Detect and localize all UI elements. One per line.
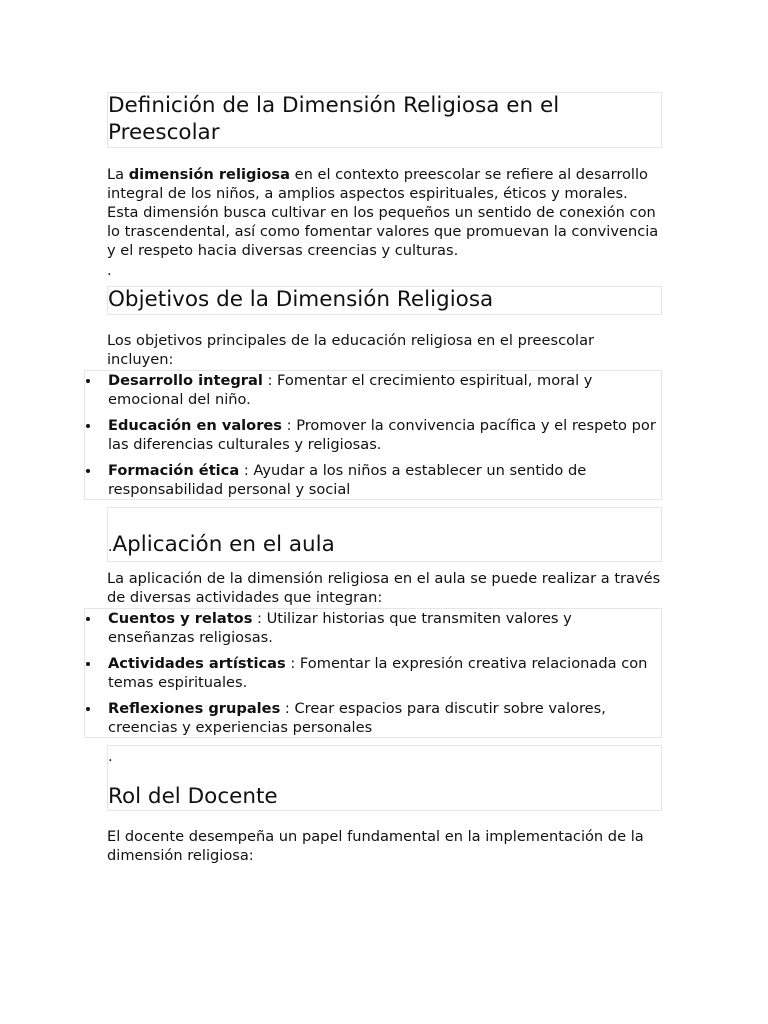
heading-definicion-text: Definición de la Dimensión Religiosa en el Preescolar <box>108 93 560 145</box>
paragraph-definicion-body: en el contexto preescolar se refiere al desarrollo integral de los niños, a amplios aspectos espirituales, éticos y morales. Esta dimensión busca cultivar en los pequeños un sentido de conexión con lo trascendental, así como fomentar valores que promuevan la convivencia y el respeto hacia diversas creencias y culturas. <box>107 166 659 259</box>
aplicacion-list-container <box>84 608 662 738</box>
list-item-bold: Cuentos y relatos <box>108 610 253 627</box>
list-item-text: : Fomentar el crecimiento espiritual, moral y emocional del niño. <box>108 372 593 408</box>
list-item-text: : Promover la convivencia pacífica y el respeto por las diferencias culturales y religiosas. <box>108 417 656 453</box>
heading-rol-docente-text: Rol del Docente <box>108 783 278 809</box>
heading-rol-dot: . <box>108 748 113 765</box>
list-item <box>108 609 661 647</box>
paragraph-dot: . <box>107 262 112 279</box>
list-item <box>108 371 661 409</box>
list-item-bold: Reflexiones grupales <box>108 700 281 717</box>
objetivos-list-container <box>84 370 662 500</box>
list-item-bold: Actividades artísticas <box>108 655 286 672</box>
heading-objetivos <box>107 286 662 315</box>
aplicacion-list <box>108 609 661 737</box>
paragraph-definicion-bold: dimensión religiosa <box>128 166 290 183</box>
list-item-text: : Utilizar historias que transmiten valores y enseñanzas religiosas. <box>108 610 572 646</box>
list-item-bold: Formación ética <box>108 462 240 479</box>
list-item <box>108 654 661 692</box>
list-item <box>108 416 661 454</box>
paragraph-definicion <box>107 165 662 260</box>
list-item-bold: Desarrollo integral <box>108 372 263 389</box>
paragraph-aplicacion-intro: La aplicación de la dimensión religiosa en el aula se puede realizar a través de diversas actividades que integran: <box>107 570 661 606</box>
heading-aplicacion <box>107 507 662 562</box>
list-item-text: : Crear espacios para discutir sobre valores, creencias y experiencias personales <box>108 700 606 736</box>
heading-aplicacion-prefix: . <box>108 538 113 555</box>
list-item-bold: Educación en valores <box>108 417 282 434</box>
heading-definicion <box>107 92 662 148</box>
list-item-text: : Ayudar a los niños a establecer un sentido de responsabilidad personal y social <box>108 462 587 498</box>
paragraph-definicion-lead: La <box>107 166 129 183</box>
paragraph-objetivos-intro: Los objetivos principales de la educación religiosa en el preescolar incluyen: <box>107 332 595 368</box>
document-page <box>107 92 662 865</box>
heading-aplicacion-text: Aplicación en el aula <box>112 531 335 557</box>
heading-rol-docente <box>107 745 662 811</box>
paragraph-rol-intro: El docente desempeña un papel fundamental en la implementación de la dimensión religiosa: <box>107 828 644 864</box>
list-item <box>108 461 661 499</box>
objetivos-list <box>108 371 661 499</box>
heading-objetivos-text: Objetivos de la Dimensión Religiosa <box>108 287 494 312</box>
list-item <box>108 699 661 737</box>
list-item-text: : Fomentar la expresión creativa relacionada con temas espirituales. <box>108 655 648 691</box>
